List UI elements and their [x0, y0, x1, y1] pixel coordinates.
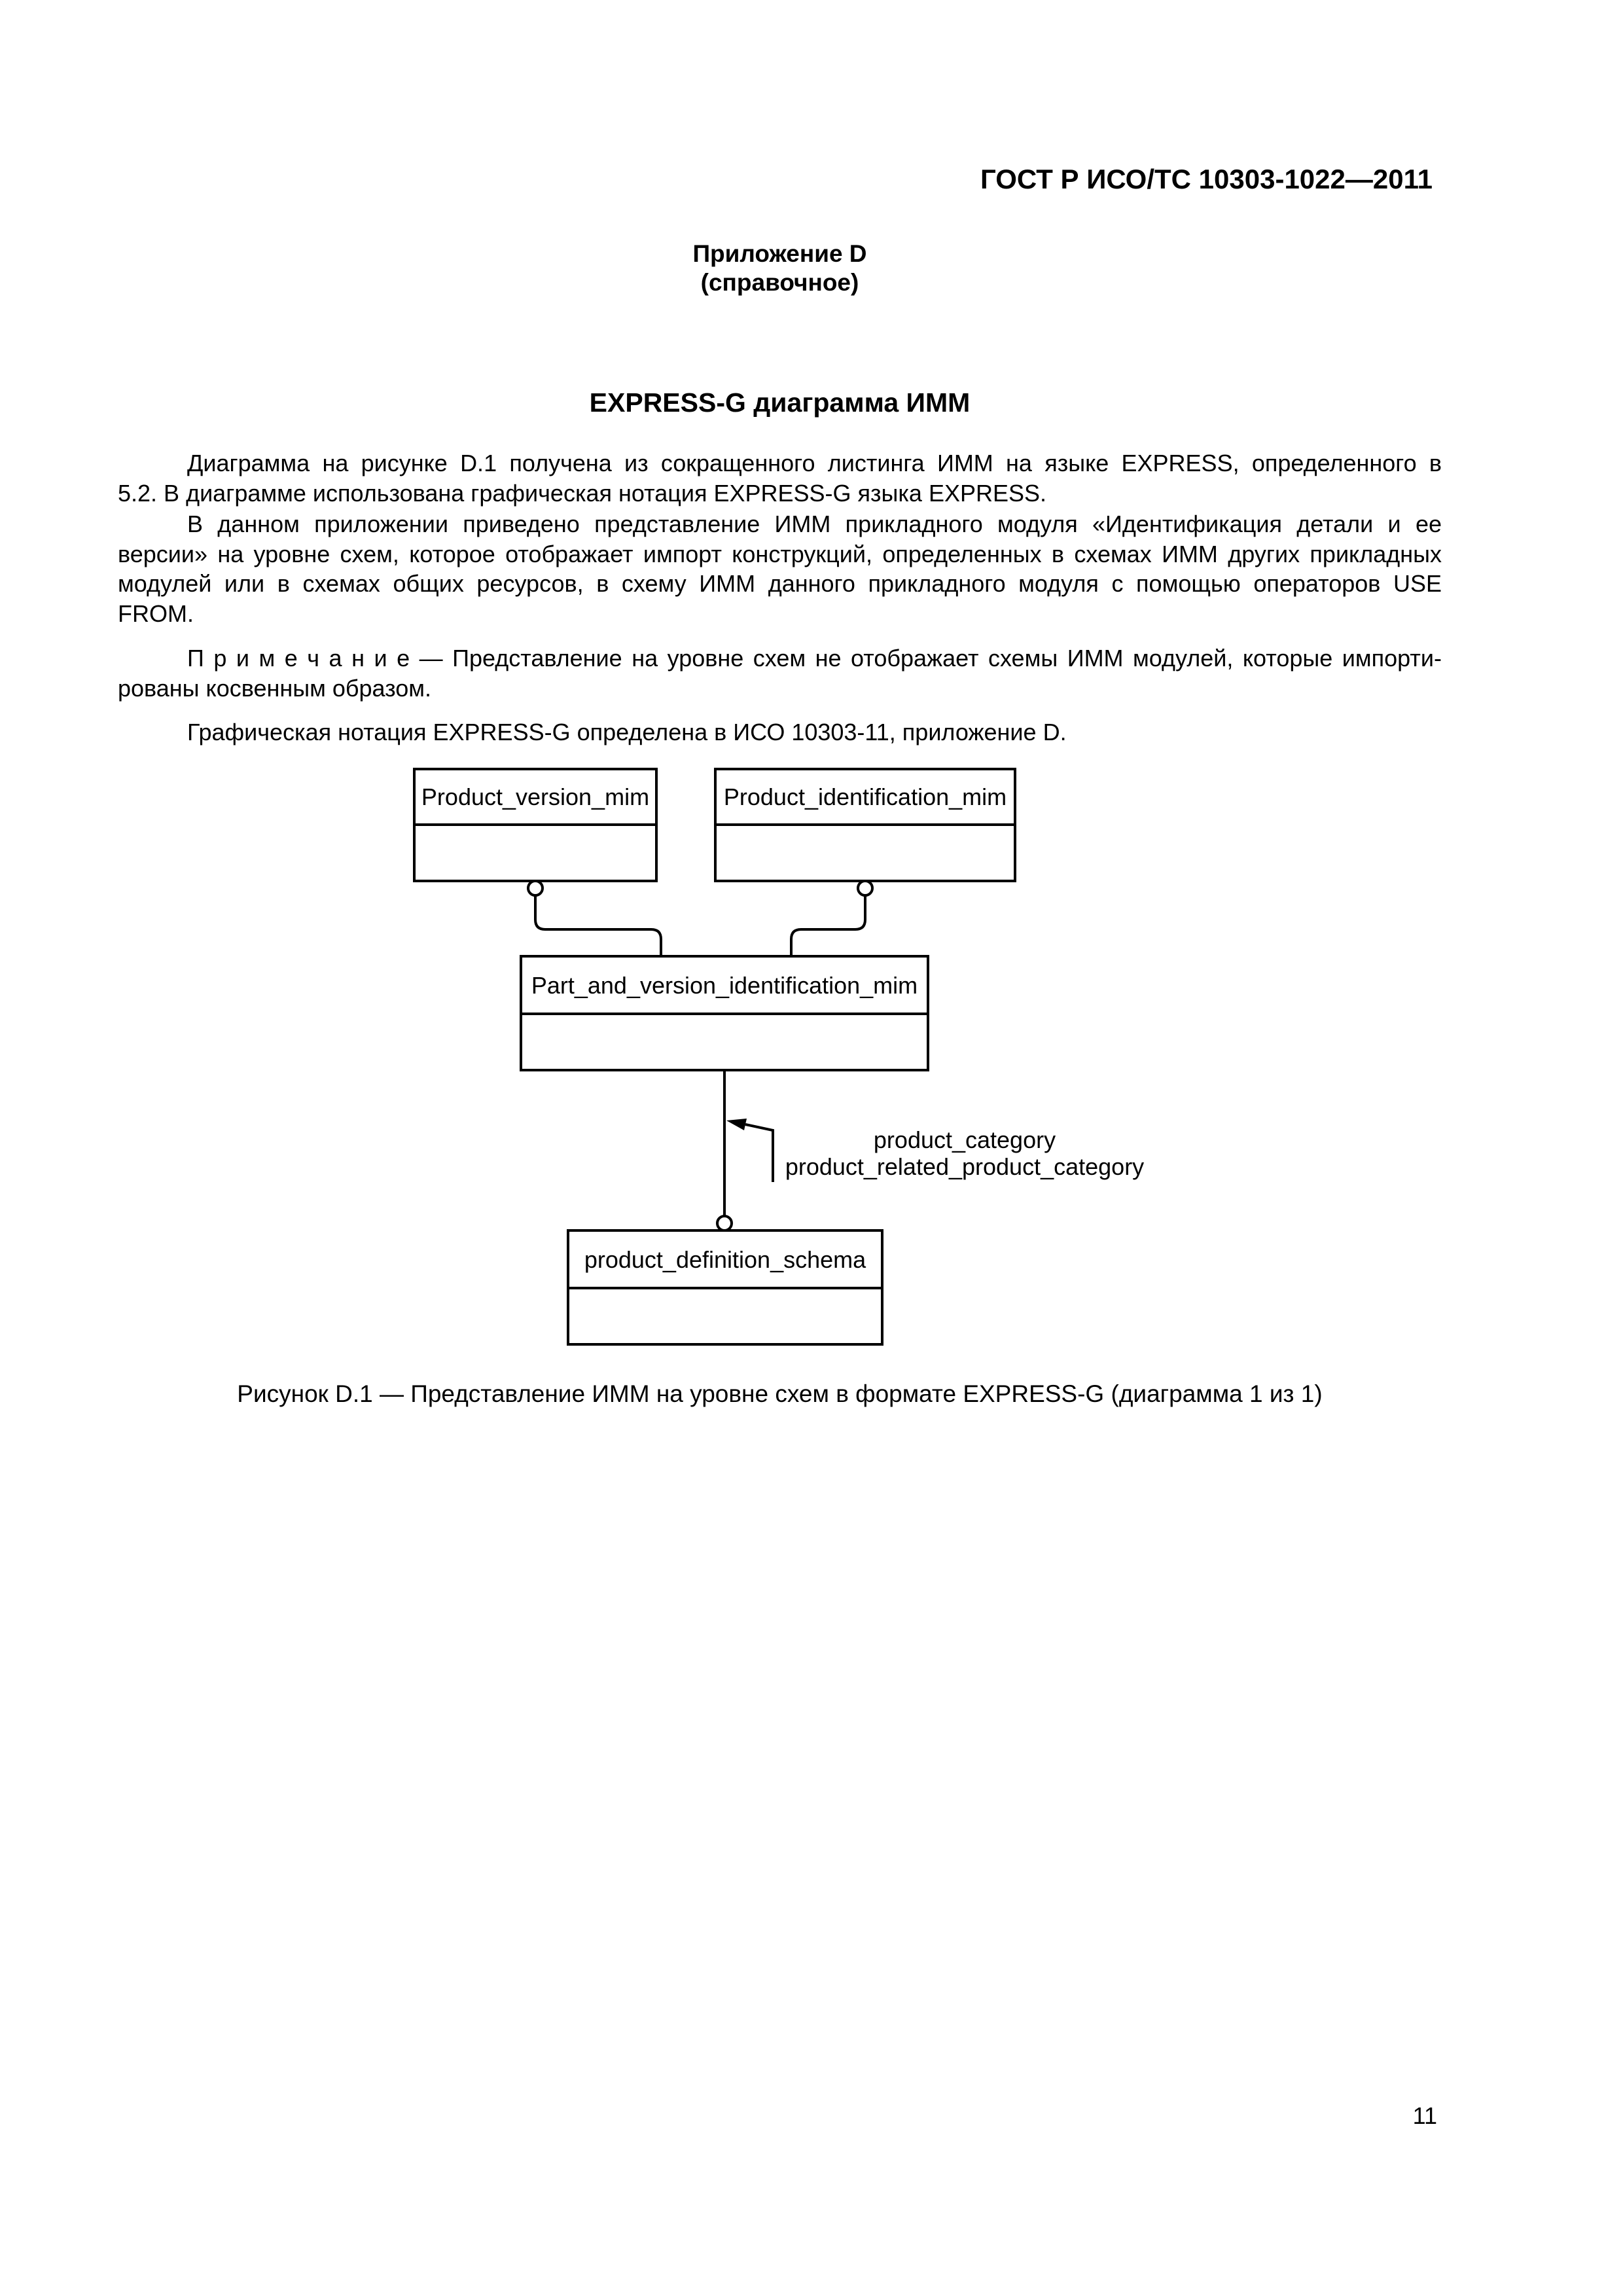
figure-caption: Рисунок D.1 — Представление ИММ на уровне схем в формате EXPRESS-G (диаграмма 1 из 1) [237, 1380, 1323, 1407]
reference-circle [858, 881, 872, 895]
schema-box-product-version-mim [414, 769, 656, 881]
express-g-diagram [393, 753, 1178, 1355]
interface-label: product_category [873, 1126, 1056, 1153]
text-line: модулей или в схемах общих ресурсов, в схему ИММ данного прикладного модуля с помощью операторов USE [118, 570, 1442, 597]
section-title: EXPRESS-G диаграмма ИММ [589, 387, 971, 418]
paragraph [118, 448, 1442, 508]
paragraph [118, 717, 1442, 747]
schema-name: Product_version_mim [421, 783, 650, 810]
reference-line-right [791, 895, 865, 956]
text-line: 5.2. В диаграмме использована графическая нотация EXPRESS-G языка EXPRESS. [118, 479, 1047, 507]
interface-arrow-line [745, 1124, 773, 1182]
reference-line-left [535, 895, 661, 956]
interface-label: product_related_product_category [785, 1153, 1145, 1180]
document-code: ГОСТ Р ИСО/ТС 10303-1022—2011 [980, 164, 1433, 194]
schema-box-part-and-version-identification-mim [521, 956, 928, 1070]
annex-type: (справочное) [700, 269, 859, 296]
schema-name: Part_and_version_identification_mim [531, 972, 918, 999]
page-number: 11 [1412, 2102, 1437, 2129]
text-line: Диаграмма на рисунке D.1 получена из сокращенного листинга ИММ на языке EXPRESS, определенного в [187, 450, 1442, 476]
paragraph [118, 509, 1442, 628]
note-text: — Представление на уровне схем не отображает схемы ИММ модулей, которые импорти- [419, 645, 1442, 672]
schema-box-product-identification-mim [715, 769, 1015, 881]
note [118, 643, 1442, 703]
schema-name: product_definition_schema [584, 1246, 866, 1273]
arrowhead-icon [726, 1119, 747, 1130]
note-label: П р и м е ч а н и е [187, 645, 410, 672]
schema-box-product-definition-schema [568, 1230, 882, 1344]
text-line: В данном приложении приведено представление ИММ прикладного модуля «Идентификация детали и ее [187, 511, 1442, 537]
text-line: рованы косвенным образом. [118, 674, 432, 702]
text-line [118, 643, 1442, 673]
annex-heading [118, 240, 1442, 297]
annex-title: Приложение D [692, 240, 867, 267]
reference-circle [717, 1216, 732, 1230]
text-line: версии» на уровне схем, которое отображает импорт конструкций, определенных в схемах ИММ других прикладных [118, 540, 1442, 567]
text-line: FROM. [118, 600, 194, 627]
interface-arrow [726, 1119, 773, 1182]
text-line: Графическая нотация EXPRESS-G определена в ИСО 10303-11, приложение D. [187, 719, 1067, 745]
reference-circle [528, 881, 543, 895]
schema-name: Product_identification_mim [723, 783, 1007, 810]
